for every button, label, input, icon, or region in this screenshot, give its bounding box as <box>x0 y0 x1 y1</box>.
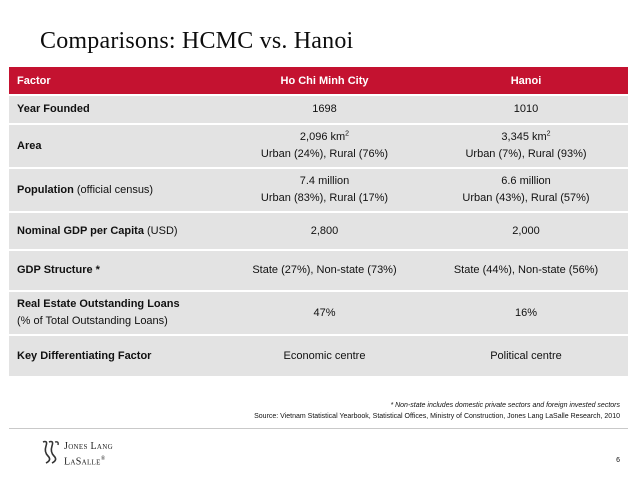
factor-cell: GDP Structure * <box>9 250 225 291</box>
factor-cell: Population (official census) <box>9 168 225 212</box>
factor-cell: Year Founded <box>9 95 225 124</box>
hcmc-cell: Economic centre <box>225 335 424 376</box>
table-row <box>9 291 628 335</box>
factor-cell: Key Differentiating Factor <box>9 335 225 376</box>
slide-title: Comparisons: HCMC vs. Hanoi <box>40 28 354 54</box>
hanoi-cell: State (44%), Non-state (56%) <box>424 250 628 291</box>
factor-cell: Nominal GDP per Capita (USD) <box>9 212 225 250</box>
hanoi-cell: Political centre <box>424 335 628 376</box>
table-row <box>9 168 628 212</box>
table-row <box>9 250 628 291</box>
header-factor: Factor <box>9 67 225 95</box>
footer-divider <box>9 428 628 429</box>
hcmc-cell: 2,800 <box>225 212 424 250</box>
hcmc-cell: 7.4 million Urban (83%), Rural (17%) <box>225 168 424 212</box>
footnote: * Non-state includes domestic private sectors and foreign invested sectors <box>390 402 620 409</box>
page-number: 6 <box>616 457 620 464</box>
factor-cell: Real Estate Outstanding Loans (% of Total Outstanding Loans) <box>9 291 225 335</box>
table-row <box>9 212 628 250</box>
hanoi-cell: 6.6 million Urban (43%), Rural (57%) <box>424 168 628 212</box>
jll-logo-icon <box>40 440 60 464</box>
table-row <box>9 124 628 168</box>
table-header-row <box>9 67 628 95</box>
hanoi-cell: 16% <box>424 291 628 335</box>
header-hcmc: Ho Chi Minh City <box>225 67 424 95</box>
company-logo-text: Jones Lang LaSalle® <box>64 441 113 468</box>
table-row <box>9 95 628 124</box>
factor-cell: Area <box>9 124 225 168</box>
hanoi-cell: 1010 <box>424 95 628 124</box>
hcmc-cell: 2,096 $km^2$ Urban (24%), Rural (76%) <box>225 124 424 168</box>
table-row <box>9 335 628 376</box>
source-note: Source: Vietnam Statistical Yearbook, Statistical Offices, Ministry of Construction, Jones Lang LaSalle Research, 2010 <box>254 413 620 420</box>
hanoi-cell: 2,000 <box>424 212 628 250</box>
header-hanoi: Hanoi <box>424 67 628 95</box>
hcmc-cell: 47% <box>225 291 424 335</box>
hcmc-cell: State (27%), Non-state (73%) <box>225 250 424 291</box>
hanoi-cell: 3,345 $km^2$ Urban (7%), Rural (93%) <box>424 124 628 168</box>
hcmc-cell: 1698 <box>225 95 424 124</box>
comparison-table <box>9 67 628 376</box>
